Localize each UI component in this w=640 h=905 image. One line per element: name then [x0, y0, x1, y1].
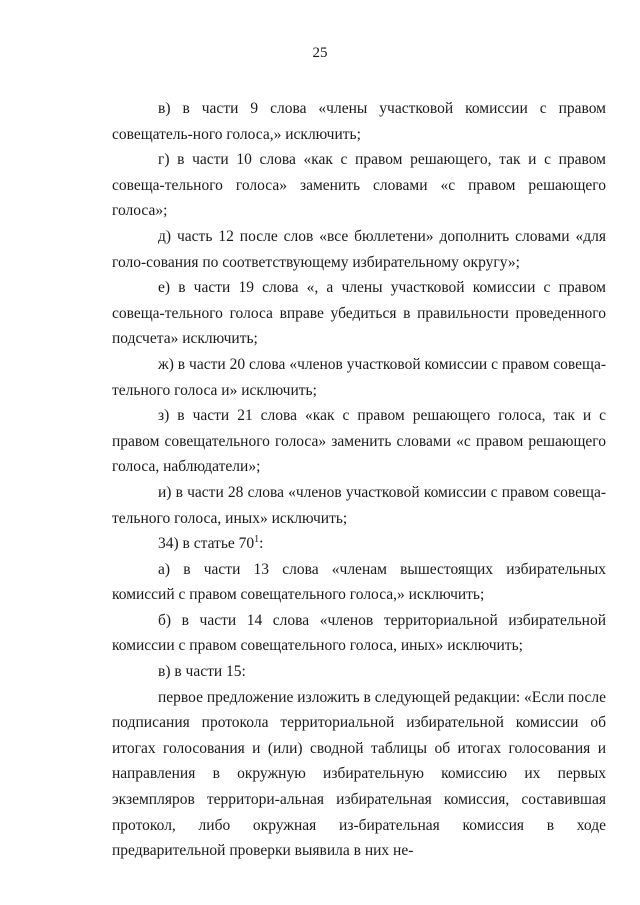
article-heading	[112, 531, 606, 557]
subparagraph-b: б) в части 14 слова «членов территориальной избирательной комиссии с правом совещательного голоса, иных» исключить;	[112, 611, 606, 655]
paragraph-v: в) в части 9 слова «члены участковой комиссии с правом совещатель-ного голоса,» исключить;	[112, 100, 606, 143]
page-number: 25	[312, 45, 328, 61]
paragraph-i: и) в части 28 слова «членов участковой комиссии с правом совеща-тельного голоса, иных» исключить;	[112, 483, 606, 527]
paragraph-z: з) в части 21 слова «как с правом решающего голоса, так и с правом совещательного голоса» заменить словами «с правом решающего голоса, наблюдатели»;	[112, 407, 606, 476]
article-prefix: 34) в статье 70	[158, 535, 255, 553]
subparagraph-first-sentence: первое предложение изложить в следующей редакции: «Если после подписания протокола территориальной избирательной комиссии об итогах голосования и (или) сводной таблицы об итогах голосования и направления в окружную избирательную комиссию их первых экземпляров территори-альная избирательная комиссия, составившая протокол, либо окружная из-бирательная комиссия в ходе предварительной проверки выявила в них не-	[112, 688, 606, 860]
paragraph-e: е) в части 19 слова «, а члены участковой комиссии с правом совеща-тельного голоса вправе убедиться в правильности проведенного подсчета» исключить;	[112, 279, 606, 348]
subparagraph-a: а) в части 13 слова «членам вышестоящих избирательных комиссий с правом совещательного голоса,» исключить;	[112, 560, 606, 604]
article-superscript: 1	[254, 533, 260, 545]
paragraph-g: г) в части 10 слова «как с правом решающего, так и с правом совеща-тельного голоса» заменить словами «с правом решающего голоса»;	[112, 151, 606, 220]
paragraph-zh: ж) в части 20 слова «членов участковой комиссии с правом совеща-тельного голоса и» исключить;	[112, 355, 606, 399]
document-body	[112, 96, 606, 864]
subparagraph-v: в) в части 15:	[158, 663, 246, 681]
article-suffix: :	[259, 535, 264, 553]
paragraph-d: д) часть 12 после слов «все бюллетени» дополнить словами «для голо-сования по соответствующему избирательному округу»;	[112, 227, 606, 271]
